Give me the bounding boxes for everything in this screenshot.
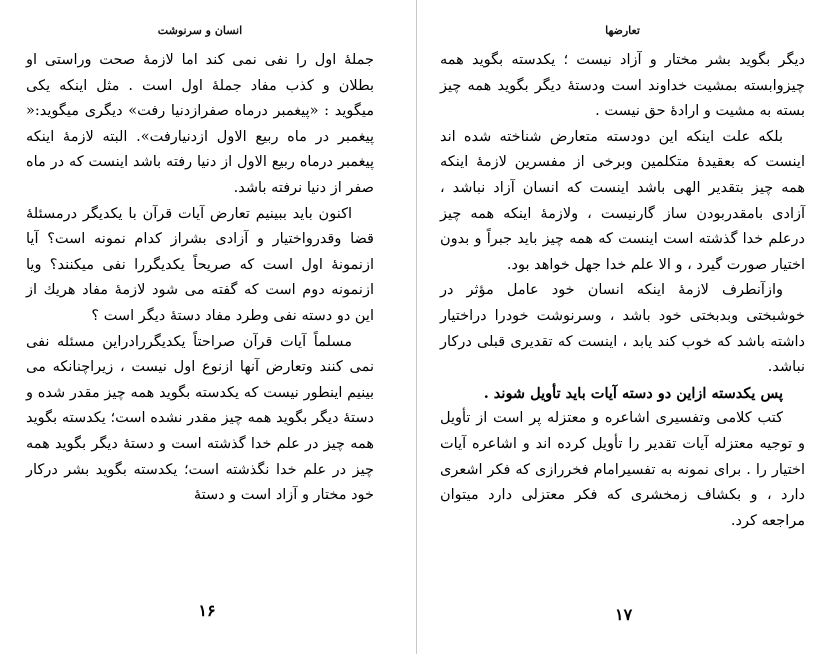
left-page — [0, 0, 414, 654]
running-head: تعارضها — [605, 24, 640, 37]
paragraph: بلکه علت اینکه این دودسته متعارض شناخته شده اند اینست که بعقیدهٔ متکلمین وبرخی از مفسرین لازمهٔ اینکه همه چیز بتقدیر الهی باشد اینست که انسان آزاد نباشد ، آزادی بامقدربودن ساز گارنیست ، ولازمهٔ اینکه همه چیز درعلم خدا گذشته است اینست که همه چیز باید جبراً و بدون اختیار صورت گیرد ، و الا علم خدا جهل خواهد بود. — [440, 128, 805, 273]
page-divider — [416, 0, 417, 654]
page-number: ۱۷ — [615, 605, 633, 624]
paragraph: مسلماً آیات قرآن صراحتاً یکدیگررادراین مسئله نفی نمی کنند وتعارض آنها ازنوع اول نیست ، زیراچنانکه می بینیم اینطور نیست که یکدسته بگوید همه چیز مقدر شده و دستهٔ دیگر بگوید همه چیز مقدر نشده است؛ یکدسته بگوید همه چیز در علم خدا گذشته است و دستهٔ دیگر بگوید همه چیز در علم خدا نگذشته است؛ یکدسته بگوید بشر درکار خود مختار و آزاد است و دستهٔ — [26, 333, 374, 504]
paragraph: پس یکدسته ازاین دو دسته آیات باید تأویل شوند . — [483, 384, 783, 402]
page-body — [440, 48, 805, 534]
running-head: انسان و سرنوشت — [157, 24, 243, 37]
paragraph: وازآنطرف لازمهٔ اینکه انسان خود عامل مؤثر در خوشبختی وبدبختی خود باشد ، وسرنوشت خودرا دراختیار داشته باشد که خوب کند یابد ، اینست که تقدیری قبلی درکار نباشد. — [440, 282, 805, 376]
paragraph: اکنون باید ببینیم تعارض آیات قرآن با یکدیگر درمسئلهٔ قضا وقدرواختیار و آزادی بشراز کدام نمونه است؟ آیا ازنمونهٔ اول است که صریحاً یکدیگررا نفی میکنند؟ ویا ازنمونه دوم است که گفته می شود لازمهٔ مفاد هریك از این دو دسته نفی وطرد مفاد دستهٔ دیگر است ؟ — [26, 205, 374, 324]
right-page — [420, 0, 835, 654]
page-number: ۱۶ — [198, 601, 216, 620]
paragraph: کتب کلامی وتفسیری اشاعره و معتزله پر است از تأویل و توجیه معتزله آیات تقدیر را تأویل کرده اند و اشاعره آیات اختیار را . برای نمونه به تفسیرامام فخررازی که فکر اشعری دارد ، و بکشاف زمخشری که فکر معتزلی دارد میتوان مراجعه کرد. — [440, 410, 805, 529]
paragraph: جملهٔ اول را نفی نمی کند اما لازمهٔ صحت وراستی او بطلان و کذب مفاد جملهٔ اول است . مثل اینکه یکی میگوید : «پیغمبر درماه صفرازدنیا رفت» دیگری میگوید:« پیغمبر در ماه ربیع الاول ازدنیارفت». البته لازمهٔ اینکه پیغمبر درماه ربیع الاول از دنیا رفته باشد اینست که در ماه صفر از دنیا نرفته باشد. — [26, 52, 374, 196]
paragraph: دیگر بگوید بشر مختار و آزاد نیست ؛ یکدسته بگوید همه چیزوابسته بمشیت خداوند است ودستهٔ دیگر بگوید همه چیز بسته به مشیت و ارادهٔ حق نیست . — [440, 52, 805, 120]
page-body — [26, 48, 374, 509]
